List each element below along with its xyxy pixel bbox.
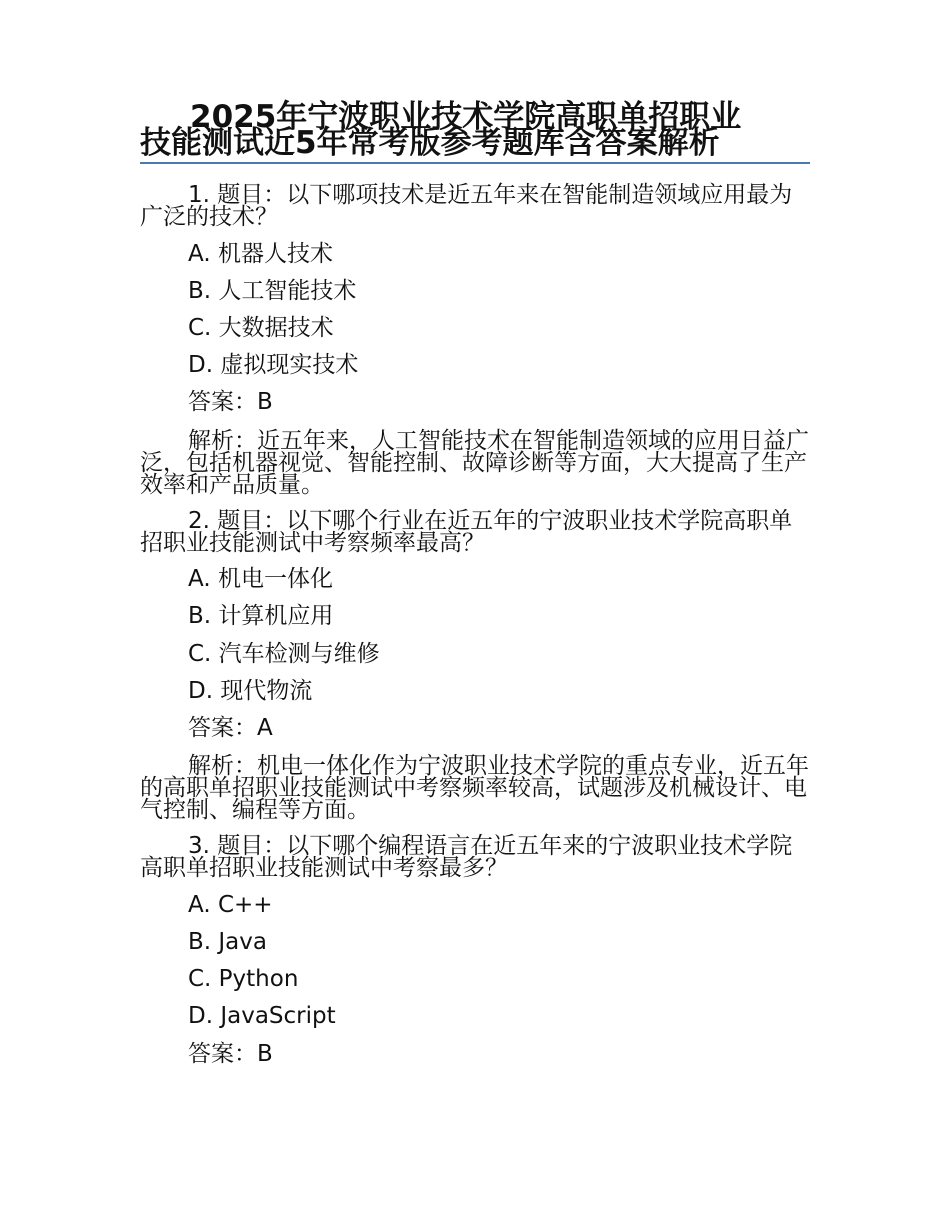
document-title (140, 99, 810, 164)
question-2-option-a: A. 机电一体化 (188, 566, 333, 592)
question-3-option-c: C. Python (188, 966, 299, 992)
question-3-option-a: A. C++ (188, 892, 273, 918)
question-3-option-d: D. JavaScript (188, 1003, 336, 1029)
question-1-text: 1. 题目：以下哪项技术是近五年来在智能制造领域应用最为广泛的技术？ (140, 182, 793, 230)
question-3-option-b: B. Java (188, 929, 267, 955)
question-3-answer: 答案：B (188, 1041, 273, 1067)
question-2-text: 2. 题目：以下哪个行业在近五年的宁波职业技术学院高职单招职业技能测试中考察频率最高？ (140, 508, 793, 556)
question-1-analysis: 解析：近五年来，人工智能技术在智能制造领域的应用日益广泛，包括机器视觉、智能控制、故障诊断等方面，大大提高了生产效率和产品质量。 (140, 428, 809, 498)
question-1-option-a: A. 机器人技术 (188, 241, 333, 267)
title-line-2: 技能测试近5年常考版参考题库含答案解析 (140, 125, 720, 161)
question-3-text: 3. 题目：以下哪个编程语言在近五年来的宁波职业技术学院高职单招职业技能测试中考察最多？ (140, 833, 793, 881)
question-1-answer: 答案：B (188, 389, 273, 415)
question-2-analysis: 解析：机电一体化作为宁波职业技术学院的重点专业，近五年的高职单招职业技能测试中考察频率较高，试题涉及机械设计、电气控制、编程等方面。 (140, 753, 809, 823)
question-2-option-b: B. 计算机应用 (188, 603, 334, 629)
question-1-option-b: B. 人工智能技术 (188, 278, 357, 304)
question-1-option-d: D. 虚拟现实技术 (188, 352, 359, 378)
title-line-1: 2025年宁波职业技术学院高职单招职业 (190, 99, 742, 135)
question-2-option-d: D. 现代物流 (188, 678, 313, 704)
question-1-option-c: C. 大数据技术 (188, 315, 334, 341)
question-2-answer: 答案：A (188, 715, 273, 741)
question-2-option-c: C. 汽车检测与维修 (188, 641, 380, 667)
